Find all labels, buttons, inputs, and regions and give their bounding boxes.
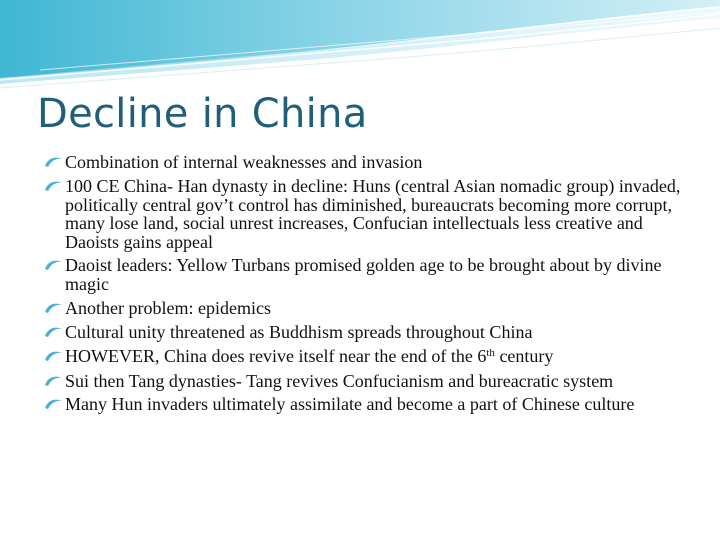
bullet-text-end: century	[494, 346, 554, 367]
swoosh-bullet-icon	[44, 397, 63, 410]
bullet-item-han-decline	[44, 177, 684, 251]
swoosh-bullet-icon	[44, 258, 63, 271]
bullet-text-start: HOWEVER, China does revive itself near the end of the 6	[65, 346, 487, 367]
bullet-list	[44, 153, 684, 418]
slide-title: Decline in China	[37, 91, 368, 137]
swoosh-bullet-icon	[44, 155, 63, 168]
bullet-text: Combination of internal weaknesses and invasion	[65, 152, 423, 172]
bullet-item-buddhism	[44, 323, 684, 343]
swoosh-bullet-icon	[44, 325, 63, 338]
bullet-text: Another problem: epidemics	[65, 298, 271, 319]
bullet-item-epidemics	[44, 299, 684, 319]
ordinal-superscript: th	[486, 347, 495, 360]
bullet-item-combination	[44, 153, 684, 173]
bullet-text: Daoist leaders: Yellow Turbans promised golden age to be brought about by divine magic	[65, 254, 662, 295]
bullet-item-assimilation	[44, 395, 684, 414]
bullet-item-sui-tang	[44, 372, 684, 391]
swoosh-bullet-icon	[44, 349, 63, 362]
bullet-text: 100 CE China- Han dynasty in decline: Huns (central Asian nomadic group) invaded, politically central gov’t control has diminished, bureaucrats becoming more corrupt, many lose land, social unrest increases, Confucian intellectuals less creative and Daoists gains appeal	[65, 176, 681, 252]
header-wave-decoration	[0, 0, 720, 90]
bullet-text: Cultural unity threatened as Buddhism spreads throughout China	[65, 322, 533, 343]
swoosh-bullet-icon	[44, 374, 63, 387]
swoosh-bullet-icon	[44, 179, 63, 192]
bullet-item-revival	[44, 347, 684, 367]
bullet-item-daoist-leaders	[44, 256, 684, 295]
swoosh-bullet-icon	[44, 301, 63, 314]
bullet-text: Sui then Tang dynasties- Tang revives Confucianism and bureacratic system	[65, 370, 614, 391]
bullet-text: Many Hun invaders ultimately assimilate and become a part of Chinese culture	[65, 393, 635, 414]
